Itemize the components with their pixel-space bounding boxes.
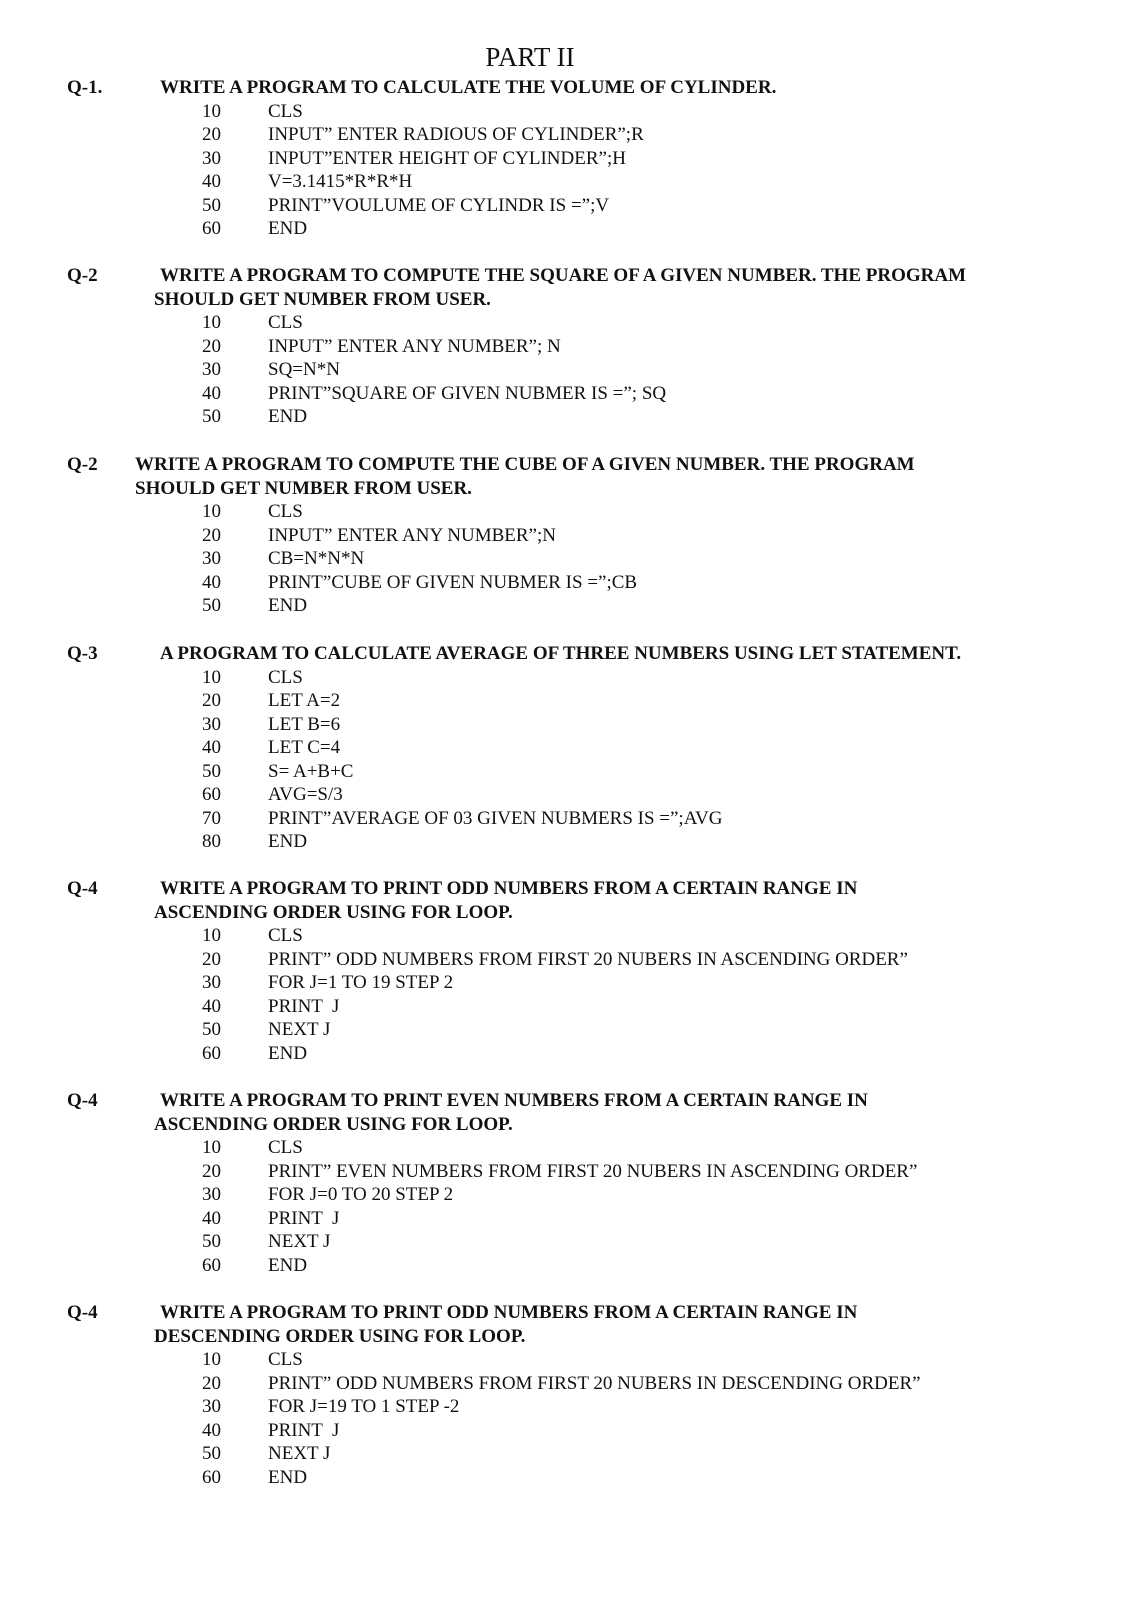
code-line-number: 20: [202, 690, 221, 711]
code-line-text: S= A+B+C: [268, 760, 354, 782]
code-line-number: 50: [202, 760, 221, 782]
code-line-text: PRINT”AVERAGE OF 03 GIVEN NUBMERS IS =”;AVG: [268, 807, 723, 829]
code-line-number: 80: [202, 831, 221, 852]
code-line-text: SQ=N*N: [268, 359, 340, 380]
code-line-text: CLS: [268, 1137, 303, 1158]
code-line-number: 40: [202, 382, 221, 404]
code-line-text: CLS: [268, 501, 303, 522]
code-line-number: 30: [202, 972, 221, 993]
code-line-text: PRINT”CUBE OF GIVEN NUBMER IS =”;CB: [268, 571, 638, 593]
code-line-text: PRINT J: [268, 1419, 340, 1441]
code-line-number: 10: [202, 501, 221, 522]
code-line-text: INPUT” ENTER ANY NUMBER”; N: [268, 335, 561, 357]
code-line-number: 20: [202, 1160, 221, 1182]
question-title: ASCENDING ORDER USING FOR LOOP.: [154, 1113, 513, 1135]
code-line-text: END: [268, 595, 308, 616]
code-line-text: LET C=4: [268, 737, 341, 758]
code-line-text: END: [268, 831, 308, 852]
code-line-text: CLS: [268, 925, 303, 946]
question-title: WRITE A PROGRAM TO PRINT EVEN NUMBERS FROM A CERTAIN RANGE IN: [160, 1090, 868, 1111]
question-title: WRITE A PROGRAM TO COMPUTE THE CUBE OF A GIVEN NUMBER. THE PROGRAM: [135, 454, 915, 475]
code-line-text: NEXT J: [268, 1019, 331, 1040]
code-line-number: 30: [202, 147, 221, 169]
code-line-text: FOR J=1 TO 19 STEP 2: [268, 972, 454, 993]
code-line-number: 40: [202, 995, 221, 1017]
code-line-number: 50: [202, 194, 221, 216]
code-line-text: CLS: [268, 666, 303, 688]
code-line-number: 10: [202, 1137, 221, 1158]
code-line-text: END: [268, 1042, 308, 1064]
code-line-text: V=3.1415*R*R*H: [268, 171, 413, 192]
code-line-number: 30: [202, 548, 221, 569]
code-line-text: CLS: [268, 100, 303, 122]
question-title: A PROGRAM TO CALCULATE AVERAGE OF THREE NUMBERS USING LET STATEMENT.: [160, 643, 962, 664]
code-line-number: 60: [202, 784, 221, 805]
code-line-number: 40: [202, 1419, 221, 1441]
code-line-text: PRINT J: [268, 995, 340, 1017]
code-line-text: END: [268, 218, 308, 239]
question-label: Q-3: [67, 643, 98, 664]
question-label: Q-1.: [67, 77, 103, 98]
code-line-number: 40: [202, 171, 221, 192]
code-line-number: 10: [202, 1349, 221, 1370]
code-line-text: FOR J=0 TO 20 STEP 2: [268, 1184, 454, 1205]
code-line-number: 30: [202, 713, 221, 735]
code-line-number: 50: [202, 1019, 221, 1040]
code-line-number: 10: [202, 925, 221, 946]
code-line-number: 10: [202, 312, 221, 333]
code-line-number: 10: [202, 666, 221, 688]
code-line-number: 50: [202, 406, 221, 427]
question-label: Q-2: [67, 265, 98, 286]
code-line-number: 60: [202, 1254, 221, 1276]
question-title: WRITE A PROGRAM TO COMPUTE THE SQUARE OF A GIVEN NUMBER. THE PROGRAM: [160, 265, 967, 286]
question-title: DESCENDING ORDER USING FOR LOOP.: [154, 1325, 526, 1347]
code-line-text: CLS: [268, 312, 303, 333]
code-line-text: PRINT” EVEN NUMBERS FROM FIRST 20 NUBERS IN ASCENDING ORDER”: [268, 1160, 918, 1182]
code-line-text: AVG=S/3: [268, 784, 343, 805]
code-line-number: 20: [202, 1372, 221, 1394]
code-line-text: NEXT J: [268, 1443, 331, 1464]
question-title: WRITE A PROGRAM TO PRINT ODD NUMBERS FROM A CERTAIN RANGE IN: [160, 878, 858, 899]
code-line-text: CLS: [268, 1349, 303, 1370]
question-title: SHOULD GET NUMBER FROM USER.: [135, 477, 472, 499]
code-line-text: INPUT” ENTER ANY NUMBER”;N: [268, 524, 556, 546]
code-line-number: 60: [202, 1042, 221, 1064]
question-label: Q-2: [67, 454, 98, 475]
question-label: Q-4: [67, 1302, 98, 1323]
code-line-text: CB=N*N*N: [268, 548, 365, 569]
code-line-text: INPUT” ENTER RADIOUS OF CYLINDER”;R: [268, 124, 644, 145]
code-line-text: FOR J=19 TO 1 STEP -2: [268, 1396, 460, 1417]
question-title: ASCENDING ORDER USING FOR LOOP.: [154, 901, 513, 923]
code-line-text: LET A=2: [268, 690, 341, 711]
code-line-number: 20: [202, 335, 221, 357]
question-title: WRITE A PROGRAM TO CALCULATE THE VOLUME OF CYLINDER.: [160, 77, 777, 98]
code-line-number: 20: [202, 524, 221, 546]
code-line-text: PRINT”SQUARE OF GIVEN NUBMER IS =”; SQ: [268, 382, 667, 404]
code-line-text: END: [268, 406, 308, 427]
code-line-number: 30: [202, 1396, 221, 1417]
code-line-text: END: [268, 1254, 308, 1276]
code-line-number: 60: [202, 218, 221, 239]
question-label: Q-4: [67, 1090, 98, 1111]
code-line-text: PRINT” ODD NUMBERS FROM FIRST 20 NUBERS IN DESCENDING ORDER”: [268, 1372, 921, 1394]
code-line-text: PRINT”VOULUME OF CYLINDR IS =”;V: [268, 194, 610, 216]
question-title: SHOULD GET NUMBER FROM USER.: [154, 288, 491, 310]
code-line-number: 60: [202, 1466, 221, 1488]
code-line-text: END: [268, 1466, 308, 1488]
code-line-number: 50: [202, 1231, 221, 1252]
code-line-number: 50: [202, 595, 221, 616]
question-label: Q-4: [67, 878, 98, 899]
page-heading: PART II: [485, 42, 575, 72]
code-line-number: 40: [202, 1207, 221, 1229]
code-line-number: 40: [202, 571, 221, 593]
code-line-text: PRINT” ODD NUMBERS FROM FIRST 20 NUBERS IN ASCENDING ORDER”: [268, 948, 908, 970]
code-line-number: 70: [202, 807, 221, 829]
code-line-text: PRINT J: [268, 1207, 340, 1229]
code-line-text: LET B=6: [268, 713, 341, 735]
code-line-number: 20: [202, 948, 221, 970]
code-line-text: NEXT J: [268, 1231, 331, 1252]
question-title: WRITE A PROGRAM TO PRINT ODD NUMBERS FROM A CERTAIN RANGE IN: [160, 1302, 858, 1323]
code-line-number: 30: [202, 359, 221, 380]
code-line-number: 40: [202, 737, 221, 758]
code-line-number: 50: [202, 1443, 221, 1464]
code-line-number: 10: [202, 100, 221, 122]
code-line-text: INPUT”ENTER HEIGHT OF CYLINDER”;H: [268, 147, 626, 169]
code-line-number: 30: [202, 1184, 221, 1205]
code-line-number: 20: [202, 124, 221, 145]
